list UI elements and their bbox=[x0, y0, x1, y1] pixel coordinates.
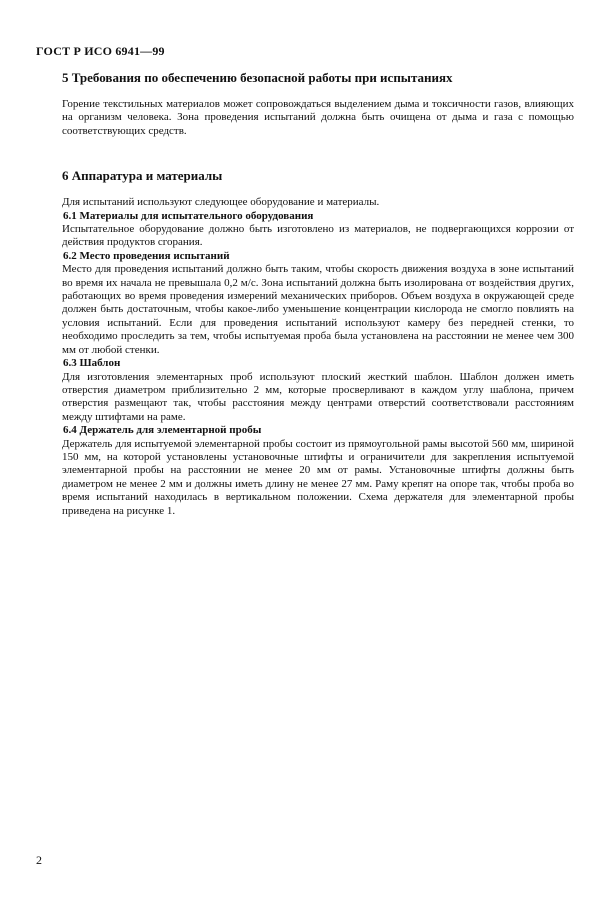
section-5-title: 5 Требования по обеспечению безопасной работы при испытаниях bbox=[62, 70, 453, 85]
subsection-6-3-heading: 6.3 Шаблон bbox=[63, 357, 121, 370]
subsection-6-3-text: Для изготовления элементарных проб используют плоский жесткий шаблон. Шаблон должен иметь отверстия диаметром приблизительно 2 мм, которые просверливают в каждом углу шаблона, причем отверстия размещают так, чтобы расстояния между центрами отверстий соответствовали расстояниям между штифтами на раме. bbox=[62, 370, 574, 423]
subsection-6-1-text: Испытательное оборудование должно быть изготовлено из материалов, не подвергающихся коррозии от действия продуктов сгорания. bbox=[62, 223, 574, 249]
subsection-6-4-text: Держатель для испытуемой элементарной пробы состоит из прямоугольной рамы высотой 560 мм, шириной 150 мм, на которой установлены установочные штифты и ограничители для закрепления испытуемой элементарной пробы на расстоянии не менее 20 мм от рамы. Установочные штифты должны быть диаметром не менее 2 мм и должны иметь длину не менее 27 мм. Раму крепят на опоре так, чтобы проба во время испытаний находилась в вертикальном положении. Схема держателя для элементарной пробы приведена на рисунке 1. bbox=[62, 437, 574, 517]
subsection-6-4-heading: 6.4 Держатель для элементарной пробы bbox=[63, 424, 262, 437]
page-number: 2 bbox=[36, 853, 42, 867]
section-6-intro: Для испытаний используют следующее оборудование и материалы. bbox=[62, 196, 380, 209]
section-6-title: 6 Аппаратура и материалы bbox=[62, 168, 223, 184]
subsection-6-2-heading: 6.2 Место проведения испытаний bbox=[63, 249, 230, 262]
subsection-6-2-text: Место для проведения испытаний должно быть таким, чтобы скорость движения воздуха в зоне испытаний во время их начала не превышала 0,2 м/с. Зона испытаний должна быть изолирована от воздействия других, работающих во время проведения измерений механических приборов. Объем воздуха в окружающей среде должен быть достаточным, чтобы какое-либо уменьшение концентрации кислорода не смогло повлиять на условия испытаний. Если для проведения испытаний используют камеру без передней стенки, то необходимо проследить за тем, чтобы испытуемая проба была установлена на расстоянии не менее чем 300 мм от любой стенки. bbox=[62, 263, 574, 356]
document-header: ГОСТ Р ИСО 6941—99 bbox=[36, 44, 165, 58]
document-body bbox=[62, 70, 574, 518]
subsection-6-1-heading: 6.1 Материалы для испытательного оборудования bbox=[63, 209, 314, 222]
section-5-text: Горение текстильных материалов может сопровождаться выделением дыма и токсичности газов, влияющих на организм человека. Зона проведения испытаний должна быть очищена от дыма и газа с помощью соответствующих средств. bbox=[62, 98, 574, 137]
